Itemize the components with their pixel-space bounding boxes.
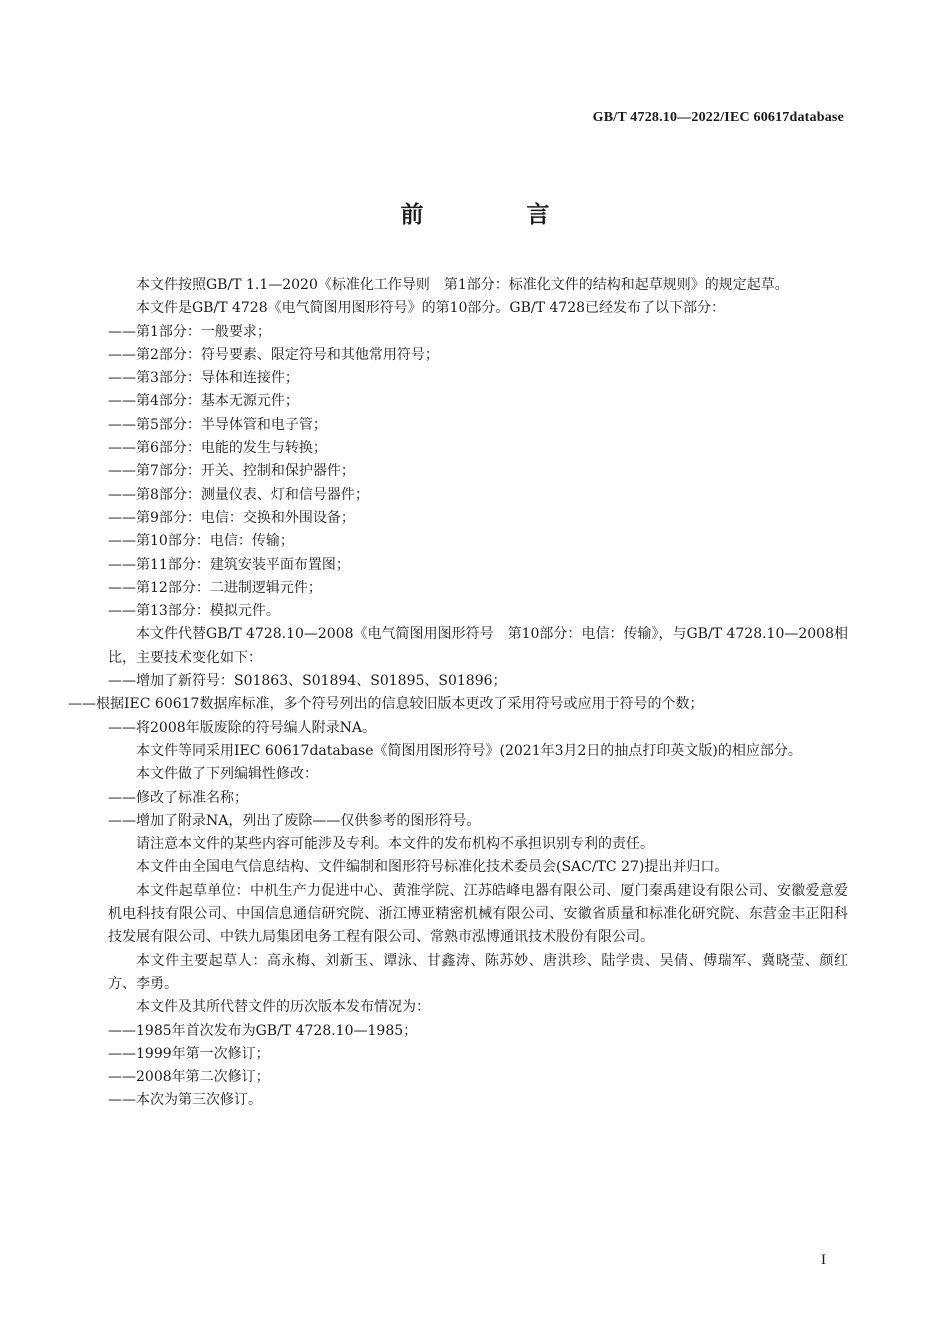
standard-code-header: GB/T 4728.10—2022/IEC 60617database — [592, 110, 844, 125]
list-item-part-2: ——第2部分：符号要素、限定符号和其他常用符号； — [108, 346, 439, 363]
page-number: I — [821, 1252, 826, 1268]
list-item-part-4: ——第4部分：基本无源元件； — [108, 393, 299, 410]
list-item-part-12: ——第12部分：二进制逻辑元件； — [108, 579, 322, 596]
list-item-change-iec-database: ——根据IEC 60617数据库标准，多个符号列出的信息较旧版本更改了采用符号或应用于符号的个数； — [68, 696, 704, 713]
list-item-edit-name: ——修改了标准名称； — [108, 789, 248, 806]
paragraph-drafters: 本文件主要起草人：高永梅、刘新玉、谭泳、甘鑫涛、陈苏妙、唐洪珍、陆学贵、吴倩、傅瑞军、冀晓莹、颜红方、李勇。 — [108, 952, 848, 992]
list-item-part-1: ——第1部分：一般要求； — [108, 323, 271, 340]
list-item-part-3: ——第3部分：导体和连接件； — [108, 370, 299, 387]
list-item-history-1999: ——1999年第一次修订； — [108, 1045, 270, 1062]
list-item-part-7: ——第7部分：开关、控制和保护器件； — [108, 463, 355, 480]
paragraph-replacement: 本文件代替GB/T 4728.10—2008《电气简图用图形符号 第10部分：电信：传输》，与GB/T 4728.10—2008相比，主要技术变化如下： — [108, 626, 848, 666]
list-item-part-13: ——第13部分：模拟元件。 — [108, 603, 280, 620]
paragraph-drafting-rules: 本文件按照GB/T 1.1—2020《标准化工作导则 第1部分：标准化文件的结构和起草规则》的规定起草。 — [136, 277, 789, 293]
paragraph-patent-notice: 请注意本文件的某些内容可能涉及专利。本文件的发布机构不承担识别专利的责任。 — [136, 836, 654, 853]
page-title: 前 言 — [400, 202, 590, 228]
list-item-change-new-symbols: ——增加了新符号：S01863、S01894、S01895、S01896； — [108, 673, 507, 690]
paragraph-equivalent-adoption: 本文件等同采用IEC 60617database《简图用图形符号》(2021年3月2日的抽点打印英文版)的相应部分。 — [136, 742, 802, 759]
paragraph-part-intro: 本文件是GB/T 4728《电气简图用图形符号》的第10部分。GB/T 4728已经发布了以下部分： — [136, 300, 726, 317]
foreword-body — [68, 274, 848, 1113]
paragraph-proposer: 本文件由全国电气信息结构、文件编制和图形符号标准化技术委员会(SAC/TC 27)提出并归口。 — [136, 859, 729, 876]
paragraph-editorial-changes: 本文件做了下列编辑性修改： — [136, 766, 318, 783]
list-item-part-11: ——第11部分：建筑安装平面布置图； — [108, 556, 350, 573]
list-item-edit-annex: ——增加了附录NA，列出了废除——仅供参考的图形符号。 — [108, 812, 481, 829]
list-item-history-current: ——本次为第三次修订。 — [108, 1092, 262, 1109]
list-item-part-10: ——第10部分：电信：传输； — [108, 533, 294, 550]
paragraph-drafting-units: 本文件起草单位：中机生产力促进中心、黄淮学院、江苏皓峰电器有限公司、厦门秦禹建设有限公司、安徽爱意爱机电科技有限公司、中国信息通信研究院、浙江博亚精密机械有限公司、安徽省质量和标准化研究院、东营金丰正阳科技发展有限公司、中铁九局集团电务工程有限公司、常熟市泓博通讯技术股份有限公司。 — [108, 882, 848, 946]
list-item-history-2008: ——2008年第二次修订； — [108, 1069, 270, 1086]
list-item-history-1985: ——1985年首次发布为GB/T 4728.10—1985； — [108, 1022, 418, 1039]
list-item-change-annex-na: ——将2008年版废除的符号编人附录NA。 — [108, 719, 376, 736]
list-item-part-9: ——第9部分：电信：交换和外围设备； — [108, 509, 355, 526]
paragraph-history-intro: 本文件及其所代替文件的历次版本发布情况为： — [136, 999, 430, 1016]
list-item-part-8: ——第8部分：测量仪表、灯和信号器件； — [108, 486, 369, 503]
list-item-part-6: ——第6部分：电能的发生与转换； — [108, 440, 327, 457]
list-item-part-5: ——第5部分：半导体管和电子管； — [108, 416, 327, 433]
